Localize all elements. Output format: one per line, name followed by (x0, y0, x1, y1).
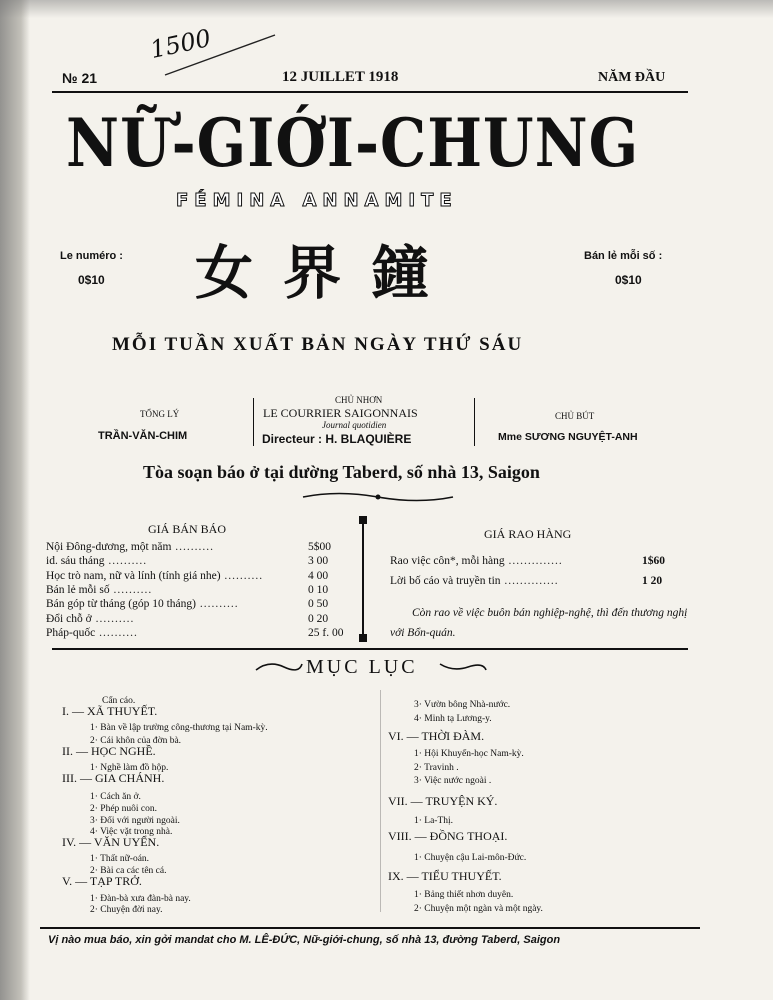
ads-title: GIÁ RAO HÀNG (484, 527, 572, 541)
toc-entry-label: 1· Bảng thiết nhơn duyên. (414, 890, 514, 900)
subscription-row-label: Đổi chỗ ở (46, 612, 92, 625)
ads-row-amount: 1$60 (642, 555, 665, 567)
leader-dots: .......... (220, 569, 264, 582)
toc-column-divider (380, 690, 381, 912)
chinese-title: 女界鐘 (195, 239, 460, 307)
toc-entry-label: 4· Việc vặt trong nhà. (90, 827, 173, 837)
ads-note: Còn rao về việc buôn bán nghiệp-nghệ, thì đến thương nghị với Bổn-quán. (390, 607, 688, 639)
toc-entry-label: 1· Nghề làm đồ hộp. (90, 763, 169, 773)
subscription-row-label: id. sáu tháng (46, 555, 105, 568)
subscription-row-label: Bán góp từ tháng (góp 10 tháng) (46, 598, 196, 611)
toc-entry-label: 1· Bàn về lập trường công-thương tại Nam-kỳ. (90, 723, 268, 733)
center-desc: Journal quotidien (322, 420, 387, 430)
subscription-row (46, 613, 346, 625)
toc-entry-label: 1· Hội Khuyến-học Nam-kỳ. (414, 749, 524, 759)
toc-entry-label: 2· Phép nuôi con. (90, 804, 158, 814)
ads-row-label: Rao việc côn*, mỗi hàng (390, 555, 505, 567)
subscription-row-label: Pháp-quốc (46, 626, 96, 639)
issue-number: № 21 (62, 70, 98, 86)
footer-notice: Vị nào mua báo, xin gởi mandat cho M. LÊ-ĐỨC, Nữ-giới-chung, số nhà 13, đường Taberd, Saigon (48, 934, 561, 946)
toc-section-label: VI. — THỜI ĐÀM. (388, 729, 485, 743)
subscription-row (46, 541, 346, 553)
subscription-row-amount: 0 10 (308, 583, 329, 596)
leader-dots: .......... (171, 541, 215, 553)
right-role: CHỦ BÚT (555, 411, 595, 421)
right-name: Mme SƯƠNG NGUYỆT-ANH (498, 431, 638, 443)
subscription-row (46, 570, 346, 582)
toc-section-heading (62, 769, 164, 787)
center-name: LE COURRIER SAIGONNAIS (263, 406, 418, 420)
toc-section-label: IX. — TIỂU THUYẾT. (388, 869, 502, 883)
scan-top-shadow (0, 0, 773, 18)
ornament-divider (298, 490, 458, 504)
toc-entry-label: 1· Chuyện cậu Lai-môn-Đức. (414, 853, 527, 863)
price-left-value: 0$10 (78, 273, 105, 287)
staff-divider-left (253, 398, 254, 446)
toc-entry-label: 4· Minh tạ Lương-y. (414, 714, 492, 724)
subscription-row-label: Học trò nam, nữ và lính (tính giá nhe) (46, 569, 221, 582)
center-director: Directeur : H. BLAQUIÈRE (262, 432, 412, 446)
leader-dots: .......... (104, 555, 148, 568)
masthead-title: NỮ-GIỚI-CHUNG (66, 104, 640, 183)
toc-section-heading (388, 827, 507, 845)
toc-entry (90, 899, 162, 917)
subscription-row-amount: 0 50 (308, 598, 329, 611)
toc-section-label: VIII. — ĐỒNG THOẠI. (388, 829, 508, 843)
price-right-value: 0$10 (615, 273, 642, 287)
price-column-separator (358, 516, 368, 642)
toc-entry (414, 898, 543, 916)
pen-stroke (160, 30, 280, 80)
office-address: Tòa soạn báo ở tại dường Taberd, số nhà 13, Saigon (143, 462, 540, 482)
toc-section-label: II. — HỌC NGHỀ. (62, 744, 156, 758)
subscription-row-label: Nội Đông-dương, một năm (46, 541, 172, 553)
toc-entry-label: 2· Travinh . (414, 763, 459, 773)
ads-row (390, 555, 690, 567)
toc-top-rule (52, 648, 688, 650)
subscription-row-amount: 3 00 (308, 555, 329, 568)
toc-entry-label: 1· Thất nữ-oán. (90, 854, 150, 864)
leader-dots: .......... (195, 598, 239, 611)
weekly-notice: MỖI TUẦN XUẤT BẢN NGÀY THỨ SÁU (112, 334, 524, 355)
handwritten-note: 1500 (147, 23, 214, 65)
toc-entry-label: 3· Đối với người ngoài. (90, 816, 180, 826)
toc-ornament-left (254, 660, 304, 674)
toc-entry-label: 3· Việc nước ngoài . (414, 776, 492, 786)
toc-entry (414, 770, 491, 788)
toc-entry-label: Cẩn cáo. (102, 696, 136, 706)
left-name: TRẦN-VĂN-CHIM (98, 430, 188, 442)
toc-entry-label: 2· Chuyện đời nay. (90, 905, 163, 915)
leader-dots: .......... (109, 583, 153, 596)
toc-ornament-right (438, 660, 488, 674)
subscription-row (46, 598, 346, 610)
subscription-row-label: Bán lẻ mỗi số (46, 583, 110, 596)
subscription-row (46, 584, 346, 596)
ads-row-label: Lời bố cáo và truyền tin (390, 575, 501, 587)
issue-date: 12 JUILLET 1918 (282, 69, 399, 85)
toc-entry (414, 847, 526, 865)
ads-row (390, 575, 690, 587)
toc-title: MỤC LỤC (306, 656, 418, 678)
toc-entry-label: 3· Vườn bông Nhà-nước. (414, 700, 511, 710)
price-left-label: Le numéro : (60, 250, 123, 262)
subscription-row (46, 627, 346, 639)
leader-dots: .......... (91, 612, 135, 625)
leader-dots: .............. (500, 575, 559, 587)
toc-entry-label: 2· Chuyện một ngàn và một ngày. (414, 904, 543, 914)
toc-section-label: V. — TẠP TRỞ. (62, 874, 142, 888)
toc-section-heading (388, 792, 497, 810)
toc-entry-label: 2· Bài ca các tên cá. (90, 866, 167, 876)
subscription-row-amount: 5$00 (308, 541, 331, 553)
staff-divider-right (474, 398, 475, 446)
subscription-row-amount: 4 00 (308, 569, 329, 582)
subscription-title: GIÁ BÁN BÁO (148, 522, 226, 536)
footer-rule (40, 927, 700, 929)
subscription-row-amount: 25 f. 00 (308, 626, 344, 639)
price-right-label: Bán lẻ mỗi số : (584, 250, 663, 262)
toc-section-label: VII. — TRUYỆN KÝ. (388, 794, 498, 808)
left-role: TỔNG LÝ (140, 409, 180, 419)
toc-section-label: IV. — VĂN UYỂN. (62, 835, 160, 849)
leader-dots: .............. (504, 555, 563, 567)
center-role: CHỦ NHƠN (335, 395, 383, 405)
header-rule (52, 91, 688, 93)
toc-entry-label: 1· Cách ăn ở. (90, 792, 141, 802)
toc-entry (414, 810, 453, 828)
ads-row-amount: 1 20 (642, 575, 663, 587)
toc-entry-label: 1· Đàn-bà xưa đàn-bà nay. (90, 894, 191, 904)
toc-entry-label: 1· La-Thị. (414, 816, 454, 826)
toc-section-heading (388, 867, 502, 885)
subscription-row-amount: 0 20 (308, 612, 329, 625)
toc-section-label: III. — GIA CHÁNH. (62, 771, 165, 785)
toc-section-label: I. — XÃ THUYẾT. (62, 704, 158, 718)
toc-entry-label: 2· Cái khôn của đờn bà. (90, 736, 182, 746)
subscription-row (46, 555, 346, 567)
scan-edge-shadow (0, 0, 30, 1000)
year-label: NĂM ĐẦU (598, 70, 666, 85)
masthead-subtitle: FÉMINA ANNAMITE (176, 190, 458, 211)
toc-entry (414, 708, 492, 726)
leader-dots: .......... (95, 626, 138, 639)
